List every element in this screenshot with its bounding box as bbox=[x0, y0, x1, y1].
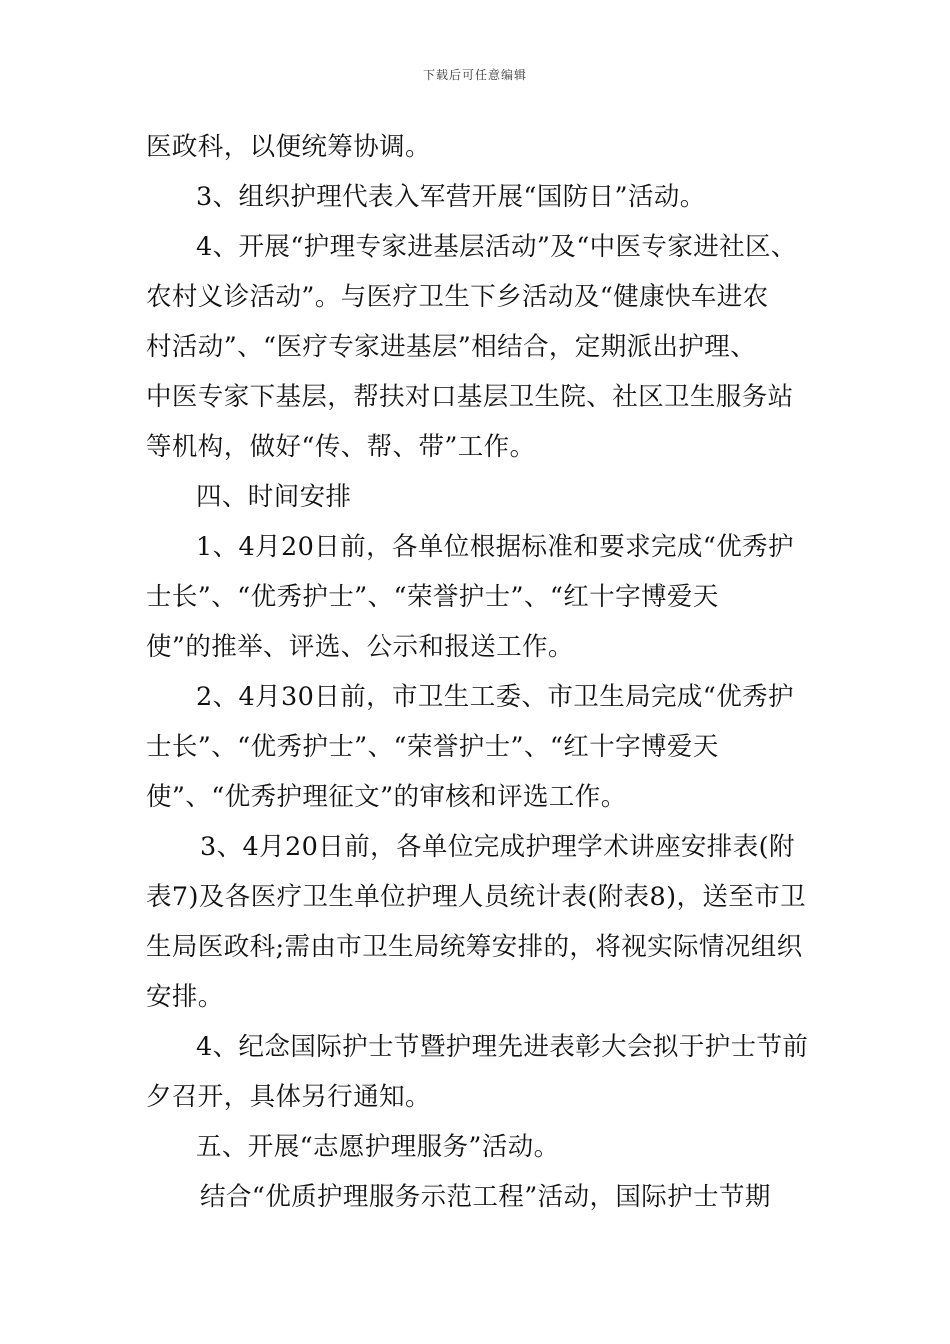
paragraph-line: 医政科，以便统筹协调。 bbox=[146, 132, 431, 162]
paragraph-line: 中医专家下基层，帮扶对口基层卫生院、社区卫生服务站 bbox=[146, 382, 794, 412]
document-body bbox=[146, 122, 836, 1222]
paragraph-line: 使”、“优秀护理征文”的审核和评选工作。 bbox=[146, 782, 627, 812]
paragraph-line: 结合“优质护理服务示范工程”活动，国际护士节期 bbox=[200, 1182, 771, 1212]
paragraph-line: 士长”、“优秀护士”、“荣誉护士”、“红十字博爱天 bbox=[146, 582, 719, 612]
paragraph-line: 夕召开，具体另行通知。 bbox=[146, 1082, 431, 1112]
section-heading: 五、开展“志愿护理服务”活动。 bbox=[196, 1132, 560, 1162]
paragraph-line: 1、4月20日前，各单位根据标准和要求完成“优秀护 bbox=[196, 532, 794, 562]
paragraph-line: 3、4月20日前，各单位完成护理学术讲座安排表(附 bbox=[200, 832, 795, 862]
paragraph-line: 2、4月30日前，市卫生工委、市卫生局完成“优秀护 bbox=[196, 682, 794, 712]
paragraph-line: 生局医政科;需由市卫生局统筹安排的，将视实际情况组织 bbox=[146, 932, 803, 962]
paragraph-line: 士长”、“优秀护士”、“荣誉护士”、“红十字博爱天 bbox=[146, 732, 719, 762]
paragraph-line: 安排。 bbox=[146, 982, 224, 1012]
paragraph-line: 4、纪念国际护士节暨护理先进表彰大会拟于护士节前 bbox=[196, 1032, 809, 1062]
paragraph-line: 等机构，做好“传、帮、带”工作。 bbox=[146, 432, 536, 462]
paragraph-line: 4、开展“护理专家进基层活动”及“中医专家进社区、 bbox=[196, 232, 797, 262]
paragraph-line: 3、组织护理代表入军营开展“国防日”活动。 bbox=[196, 182, 706, 212]
paragraph-line: 村活动”、“医疗专家进基层”相结合，定期派出护理、 bbox=[146, 332, 757, 362]
paragraph-line: 表7)及各医疗卫生单位护理人员统计表(附表8)，送至市卫 bbox=[146, 882, 806, 912]
section-heading: 四、时间安排 bbox=[196, 482, 352, 512]
paragraph-line: 农村义诊活动”。与医疗卫生下乡活动及“健康快车进农 bbox=[146, 282, 769, 312]
header-note: 下载后可任意编辑 bbox=[422, 68, 527, 82]
paragraph-line: 使”的推举、评选、公示和报送工作。 bbox=[146, 632, 574, 662]
